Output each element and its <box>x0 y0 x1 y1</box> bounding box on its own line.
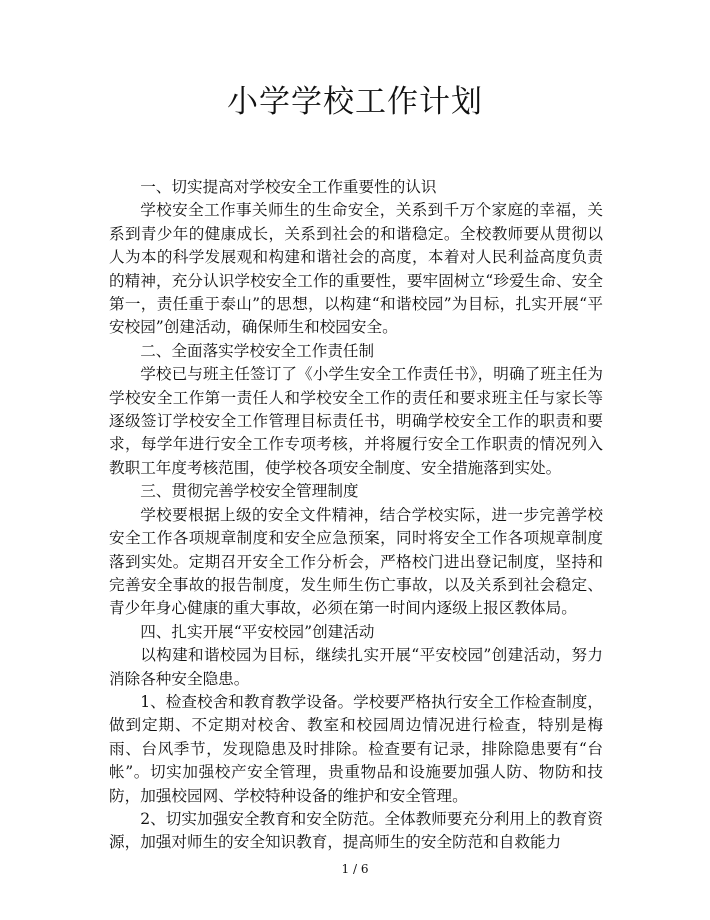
body-paragraph: 学校安全工作事关师生的生命安全，关系到千万个家庭的幸福，关系到青少年的健康成长，关系到社会的和谐稳定。全校教师要从贯彻以人为本的科学发展观和构建和谐社会的高度，本着对人民利益高度负责的精神，充分认识学校安全工作的重要性，要牢固树立“珍爱生命、安全第一，责任重于泰山”的思想，以构建“和谐校园”为目标，扎实开展“平安校园”创建活动，确保师生和校园安全。 <box>109 201 603 337</box>
body-paragraph: 学校已与班主任签订了《小学生安全工作责任书》，明确了班主任为学校安全工作第一责任人和学校安全工作的责任和要求班主任与家长等逐级签订学校安全工作管理目标责任书，明确学校安全工作的职责和要求，每学年进行安全工作专项考核，并将履行安全工作职责的情况列入教职工年度考核范围，使学校各项安全制度、安全措施落到实处。 <box>109 365 603 477</box>
body-paragraph: 以构建和谐校园为目标，继续扎实开展“平安校园”创建活动，努力消除各种安全隐患。 <box>109 646 603 688</box>
body-paragraph: 学校要根据上级的安全文件精神，结合学校实际，进一步完善学校安全工作各项规章制度和安全应急预案，同时将安全工作各项规章制度落到实处。定期召开安全工作分析会，严格校门进出登记制度，坚持和完善安全事故的报告制度，发生师生伤亡事故，以及关系到社会稳定、青少年身心健康的重大事故，必须在第一时间内逐级上报区教体局。 <box>109 505 603 618</box>
section-heading: 三、贯彻完善学校安全管理制度 <box>140 482 359 501</box>
section-heading: 一、切实提高对学校安全工作重要性的认识 <box>140 178 437 196</box>
page-number: 1 / 6 <box>341 862 369 876</box>
body-paragraph: 2、切实加强安全教育和安全防范。全体教师要充分利用上的教育资源，加强对师生的安全知识教育，提高师生的安全防范和自救能力 <box>109 809 603 852</box>
body-paragraph: 1、检查校舍和教育教学设备。学校要严格执行安全工作检查制度，做到定期、不定期对校舍、教室和校园周边情况进行检查，特别是梅雨、台风季节，发现隐患及时排除。检查要有记录，排除隐患要有“台帐”。切实加强校产安全管理，贵重物品和设施要加强人防、物防和技防，加强校园网、学校特种设备的维护和安全管理。 <box>109 692 603 805</box>
document-title: 小学学校工作计划 <box>227 84 483 120</box>
document-body <box>109 176 603 855</box>
section-heading: 二、全面落实学校安全工作责任制 <box>140 341 375 360</box>
section-heading: 四、扎实开展“平安校园”创建活动 <box>140 622 375 641</box>
